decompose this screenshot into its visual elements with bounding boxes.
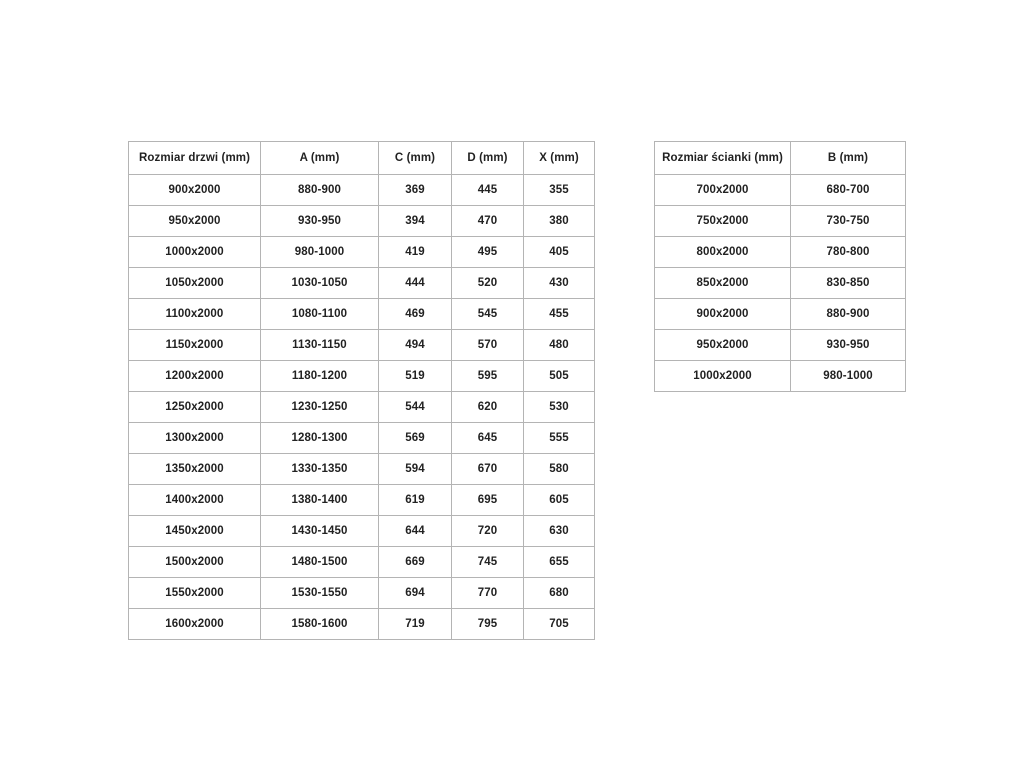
wall-dimensions-table [654, 141, 906, 392]
cell-x: 505 [524, 361, 595, 392]
table-row [655, 299, 906, 330]
column-header-wall-size: Rozmiar ścianki (mm) [655, 142, 791, 175]
cell-x: 405 [524, 237, 595, 268]
cell-x: 580 [524, 454, 595, 485]
cell-d: 470 [452, 206, 524, 237]
cell-x: 680 [524, 578, 595, 609]
cell-wall-size: 950x2000 [655, 330, 791, 361]
cell-c: 444 [379, 268, 452, 299]
doors-dimensions-table [128, 141, 595, 640]
cell-a: 1380-1400 [261, 485, 379, 516]
cell-d: 695 [452, 485, 524, 516]
doors-table-header [129, 142, 595, 175]
cell-door-size: 1200x2000 [129, 361, 261, 392]
table-header-row [655, 142, 906, 175]
column-header-c: C (mm) [379, 142, 452, 175]
cell-c: 594 [379, 454, 452, 485]
cell-x: 480 [524, 330, 595, 361]
table-row [129, 485, 595, 516]
table-row [129, 237, 595, 268]
cell-wall-size: 900x2000 [655, 299, 791, 330]
cell-door-size: 1500x2000 [129, 547, 261, 578]
cell-c: 369 [379, 175, 452, 206]
cell-x: 555 [524, 423, 595, 454]
cell-d: 645 [452, 423, 524, 454]
cell-a: 980-1000 [261, 237, 379, 268]
wall-table-body [655, 175, 906, 392]
cell-a: 1330-1350 [261, 454, 379, 485]
table-row [129, 423, 595, 454]
cell-a: 1230-1250 [261, 392, 379, 423]
table-row [129, 361, 595, 392]
cell-x: 630 [524, 516, 595, 547]
table-row [129, 578, 595, 609]
cell-x: 605 [524, 485, 595, 516]
column-header-b: B (mm) [791, 142, 906, 175]
table-row [129, 547, 595, 578]
cell-c: 619 [379, 485, 452, 516]
doors-table-body [129, 175, 595, 640]
cell-door-size: 1100x2000 [129, 299, 261, 330]
cell-a: 1530-1550 [261, 578, 379, 609]
cell-c: 569 [379, 423, 452, 454]
table-row [129, 516, 595, 547]
cell-d: 745 [452, 547, 524, 578]
cell-c: 719 [379, 609, 452, 640]
cell-b: 830-850 [791, 268, 906, 299]
cell-d: 620 [452, 392, 524, 423]
tables-container [128, 141, 906, 640]
cell-d: 770 [452, 578, 524, 609]
cell-c: 669 [379, 547, 452, 578]
cell-x: 355 [524, 175, 595, 206]
cell-x: 530 [524, 392, 595, 423]
cell-b: 930-950 [791, 330, 906, 361]
cell-a: 1130-1150 [261, 330, 379, 361]
cell-a: 880-900 [261, 175, 379, 206]
cell-a: 1280-1300 [261, 423, 379, 454]
cell-wall-size: 800x2000 [655, 237, 791, 268]
cell-d: 495 [452, 237, 524, 268]
column-header-x: X (mm) [524, 142, 595, 175]
column-header-door-size: Rozmiar drzwi (mm) [129, 142, 261, 175]
cell-wall-size: 750x2000 [655, 206, 791, 237]
cell-c: 419 [379, 237, 452, 268]
cell-c: 394 [379, 206, 452, 237]
cell-door-size: 950x2000 [129, 206, 261, 237]
cell-c: 494 [379, 330, 452, 361]
wall-table-header [655, 142, 906, 175]
table-row [129, 299, 595, 330]
table-row [129, 392, 595, 423]
cell-wall-size: 850x2000 [655, 268, 791, 299]
cell-a: 1080-1100 [261, 299, 379, 330]
cell-a: 1580-1600 [261, 609, 379, 640]
cell-b: 680-700 [791, 175, 906, 206]
cell-c: 694 [379, 578, 452, 609]
cell-b: 780-800 [791, 237, 906, 268]
cell-b: 980-1000 [791, 361, 906, 392]
cell-d: 445 [452, 175, 524, 206]
cell-door-size: 1000x2000 [129, 237, 261, 268]
cell-c: 644 [379, 516, 452, 547]
cell-door-size: 1050x2000 [129, 268, 261, 299]
table-row [129, 206, 595, 237]
cell-x: 430 [524, 268, 595, 299]
cell-b: 880-900 [791, 299, 906, 330]
cell-door-size: 1550x2000 [129, 578, 261, 609]
cell-d: 795 [452, 609, 524, 640]
cell-a: 1480-1500 [261, 547, 379, 578]
table-row [129, 454, 595, 485]
table-row [655, 330, 906, 361]
cell-x: 705 [524, 609, 595, 640]
cell-wall-size: 1000x2000 [655, 361, 791, 392]
cell-door-size: 1300x2000 [129, 423, 261, 454]
cell-door-size: 1250x2000 [129, 392, 261, 423]
cell-door-size: 1600x2000 [129, 609, 261, 640]
cell-d: 520 [452, 268, 524, 299]
cell-d: 570 [452, 330, 524, 361]
cell-c: 519 [379, 361, 452, 392]
cell-a: 1030-1050 [261, 268, 379, 299]
cell-x: 380 [524, 206, 595, 237]
cell-x: 455 [524, 299, 595, 330]
column-header-a: A (mm) [261, 142, 379, 175]
cell-door-size: 900x2000 [129, 175, 261, 206]
cell-a: 1430-1450 [261, 516, 379, 547]
cell-d: 595 [452, 361, 524, 392]
cell-d: 670 [452, 454, 524, 485]
table-row [655, 175, 906, 206]
table-row [129, 175, 595, 206]
table-row [129, 330, 595, 361]
cell-a: 930-950 [261, 206, 379, 237]
cell-d: 545 [452, 299, 524, 330]
cell-wall-size: 700x2000 [655, 175, 791, 206]
cell-door-size: 1400x2000 [129, 485, 261, 516]
table-row [129, 268, 595, 299]
table-row [129, 609, 595, 640]
cell-x: 655 [524, 547, 595, 578]
cell-door-size: 1450x2000 [129, 516, 261, 547]
table-header-row [129, 142, 595, 175]
cell-a: 1180-1200 [261, 361, 379, 392]
column-header-d: D (mm) [452, 142, 524, 175]
table-row [655, 206, 906, 237]
cell-d: 720 [452, 516, 524, 547]
cell-c: 544 [379, 392, 452, 423]
cell-door-size: 1350x2000 [129, 454, 261, 485]
cell-c: 469 [379, 299, 452, 330]
cell-b: 730-750 [791, 206, 906, 237]
table-row [655, 237, 906, 268]
table-row [655, 268, 906, 299]
cell-door-size: 1150x2000 [129, 330, 261, 361]
table-row [655, 361, 906, 392]
